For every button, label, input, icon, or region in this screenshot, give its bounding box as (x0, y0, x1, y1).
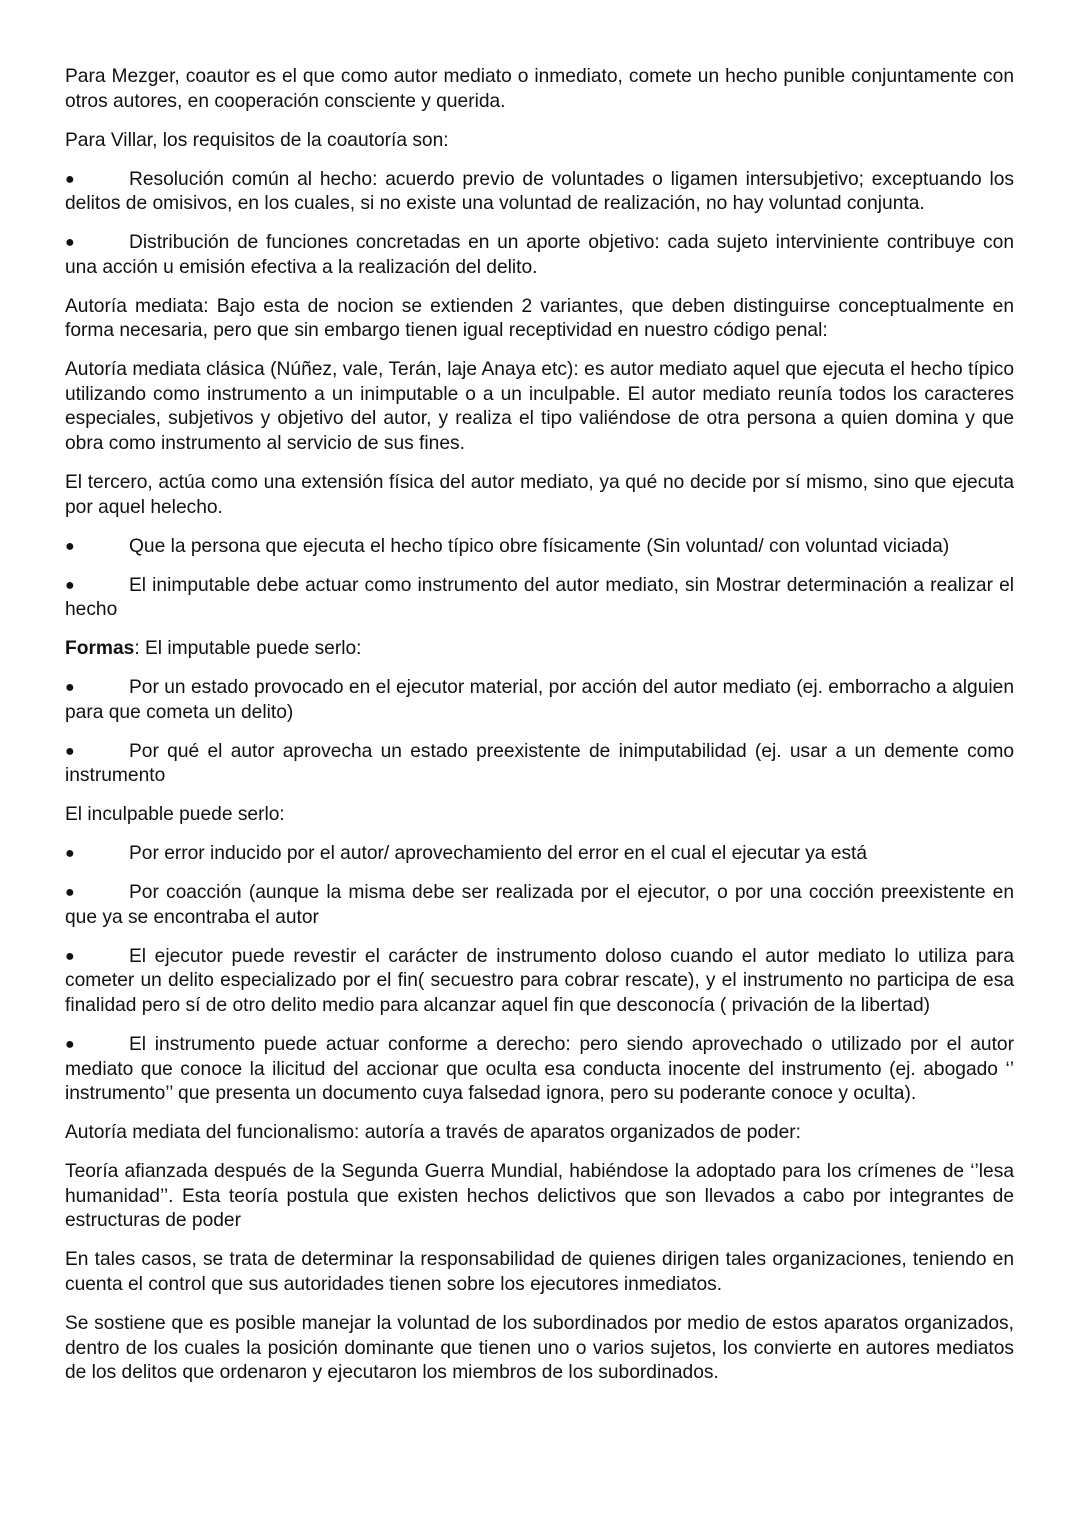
formas-text: : El imputable puede serlo: (134, 638, 362, 660)
paragraph-formas (65, 637, 1014, 662)
bullet-icon: ● (65, 234, 75, 252)
bullet-item-estado-provocado (65, 676, 1014, 725)
bullet-text: El inimputable debe actuar como instrumento del autor mediato, sin Mostrar determinación a realizar el hecho (65, 574, 1014, 621)
bullet-item-error-inducido (65, 842, 1014, 867)
paragraph-inculpable: El inculpable puede serlo: (65, 804, 285, 826)
document-page (65, 65, 1014, 1400)
bullet-text: Por coacción (aunque la misma debe ser realizada por el ejecutor, o por una cocción preexistente en que ya se encontraba el autor (65, 882, 1014, 928)
paragraph-funcionalismo: Autoría mediata del funcionalismo: autoría a través de aparatos organizados de poder: (65, 1122, 801, 1144)
bullet-item-resolucion-comun (65, 168, 1014, 217)
paragraph-el-tercero: El tercero, actúa como una extensión física del autor mediato, ya qué no decide por sí mismo, sino que ejecuta por aquel helecho. (65, 472, 1014, 518)
bullet-text: Por qué el autor aprovecha un estado preexistente de inimputabilidad (ej. usar a un demente como instrumento (65, 740, 1014, 787)
bullet-item-coaccion (65, 881, 1014, 930)
bullet-item-obre-fisicamente (65, 535, 1014, 560)
formas-heading: Formas (65, 638, 135, 660)
bullet-item-inimputable-instrumento (65, 574, 1014, 623)
bullet-item-estado-preexistente (65, 740, 1014, 789)
bullet-icon: ● (65, 679, 75, 697)
bullet-icon: ● (65, 576, 75, 594)
paragraph-autoria-mediata-clasica: Autoría mediata clásica (Núñez, vale, Terán, laje Anaya etc): es autor mediato aquel que ejecuta el hecho típico utilizando como instrumento a un inimputable o a un inculpable. El autor mediato reunía todos los caracteres especiales, subjetivos y objetivo del autor, y realiza el tipo valiéndose de otra persona a quien domina y que obra como instrumento al servicio de sus fines. (65, 359, 1014, 455)
bullet-icon: ● (65, 170, 75, 188)
bullet-text: Por un estado provocado en el ejecutor material, por acción del autor mediato (ej. emborracho a alguien para que cometa un delito) (65, 677, 1014, 723)
bullet-text: El ejecutor puede revestir el carácter de instrumento doloso cuando el autor mediato lo utiliza para cometer un delito especializado por el fin( secuestro para cobrar rescate), y el instrumento no participa de esa finalidad pero sí de otro delito medio para alcanzar aquel fin que desconocía ( privación de la libertad) (65, 945, 1014, 1017)
bullet-icon: ● (65, 537, 75, 555)
paragraph-villar-intro: Para Villar, los requisitos de la coautoría son: (65, 129, 449, 151)
paragraph-se-sostiene: Se sostiene que es posible manejar la voluntad de los subordinados por medio de estos aparatos organizados, dentro de los cuales la posición dominante que tienen uno o varios sujetos, los convierte en autores mediatos de los delitos que ordenaron y ejecutaron los miembros de los subordinados. (65, 1312, 1014, 1384)
bullet-icon: ● (65, 884, 75, 902)
bullet-icon: ● (65, 1036, 75, 1054)
bullet-text: Por error inducido por el autor/ aprovechamiento del error en el cual el ejecutar ya está (129, 843, 868, 865)
bullet-icon: ● (65, 845, 75, 863)
paragraph-teoria-afianzada: Teoría afianzada después de la Segunda Guerra Mundial, habiéndose la adoptado para los crímenes de ‘’lesa humanidad’’. Esta teoría postula que existen hechos delictivos que son llevados a cabo por integrantes de estructuras de poder (65, 1161, 1014, 1232)
bullet-text: Distribución de funciones concretadas en un aporte objetivo: cada sujeto interviniente contribuye con una acción u emisión efectiva a la realización del delito. (65, 232, 1014, 278)
bullet-item-distribucion-funciones (65, 231, 1014, 280)
bullet-icon: ● (65, 742, 75, 760)
bullet-text: Que la persona que ejecuta el hecho típico obre físicamente (Sin voluntad/ con voluntad viciada) (129, 535, 950, 557)
paragraph-mezger: Para Mezger, coautor es el que como autor mediato o inmediato, comete un hecho punible conjuntamente con otros autores, en cooperación consciente y querida. (65, 66, 1014, 112)
bullet-item-instrumento-doloso (65, 945, 1014, 1019)
paragraph-tales-casos: En tales casos, se trata de determinar la responsabilidad de quienes dirigen tales organizaciones, teniendo en cuenta el control que sus autoridades tienen sobre los ejecutores inmediatos. (65, 1249, 1014, 1295)
bullet-icon: ● (65, 947, 75, 965)
bullet-text: Resolución común al hecho: acuerdo previo de voluntades o ligamen intersubjetivo; exceptuando los delitos de omisivos, en los cuales, si no existe una voluntad de realización, no hay voluntad conjunta. (65, 168, 1014, 215)
paragraph-autoria-mediata: Autoría mediata: Bajo esta de nocion se extienden 2 variantes, que deben distinguirse conceptualmente en forma necesaria, pero que sin embargo tienen igual receptividad en nuestro código penal: (65, 295, 1014, 342)
bullet-text: El instrumento puede actuar conforme a derecho: pero siendo aprovechado o utilizado por el autor mediato que conoce la ilicitud del accionar que oculta esa conducta inocente del instrumento (ej. abogado ‘’ instrumento’’ que presenta un documento cuya falsedad ignora, pero su poderante conoce y oculta). (65, 1034, 1014, 1105)
bullet-item-conforme-a-derecho (65, 1033, 1014, 1107)
